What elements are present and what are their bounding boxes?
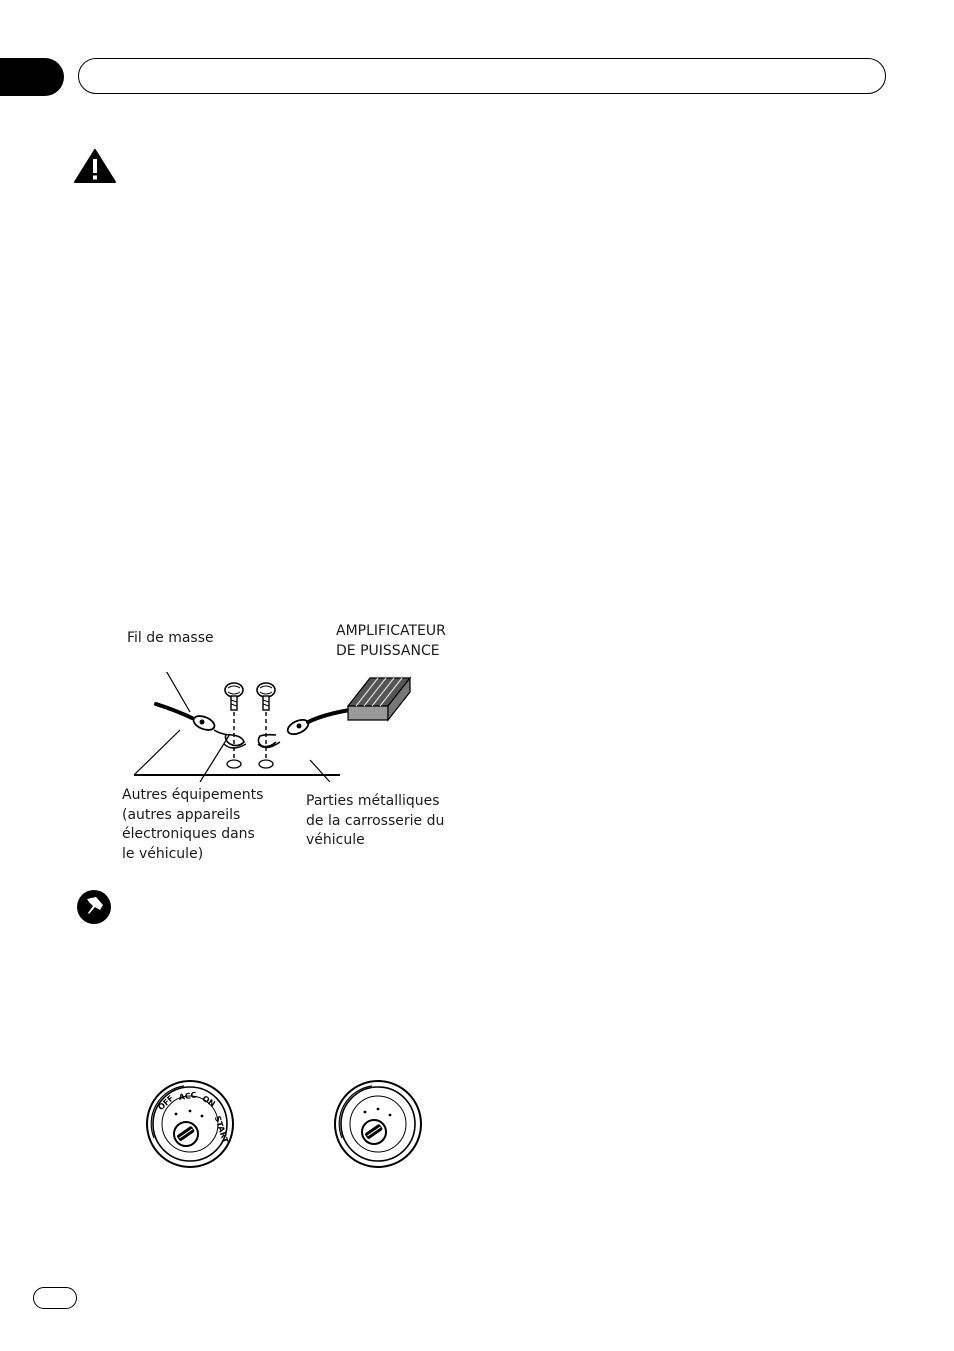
section-tab [0, 58, 64, 96]
leader-metal-parts [310, 760, 330, 782]
label-ground-wire: Fil de masse [127, 630, 214, 646]
amplifier-box [348, 678, 410, 720]
screw-left [225, 683, 243, 768]
important-pin-icon [76, 889, 112, 925]
ignition-acc: ACC [178, 1090, 198, 1102]
label-amplifier: AMPLIFICATEUR DE PUISSANCE [336, 623, 446, 659]
leader-other-equipment-a [134, 730, 180, 775]
ground-wiring-diagram [120, 672, 420, 782]
ignition-switch-no-acc [332, 1078, 424, 1170]
section-title-bar [78, 58, 886, 94]
label-metal-parts: Parties métalliques de la carrosserie du véhicule [306, 793, 445, 848]
amplifier-wire [308, 710, 350, 722]
ignition-switch-acc [144, 1078, 236, 1170]
ignition-on: ON [200, 1093, 217, 1109]
label-other-equipment: Autres équipements (autres appareils électroniques dans le véhicule) [122, 787, 264, 862]
page-number-badge [33, 1287, 77, 1309]
screw-right [257, 683, 275, 768]
ignition-off: OFF [156, 1093, 176, 1113]
warning-icon [73, 148, 117, 184]
ignition-start: START [212, 1114, 230, 1145]
left-terminal [192, 713, 246, 748]
